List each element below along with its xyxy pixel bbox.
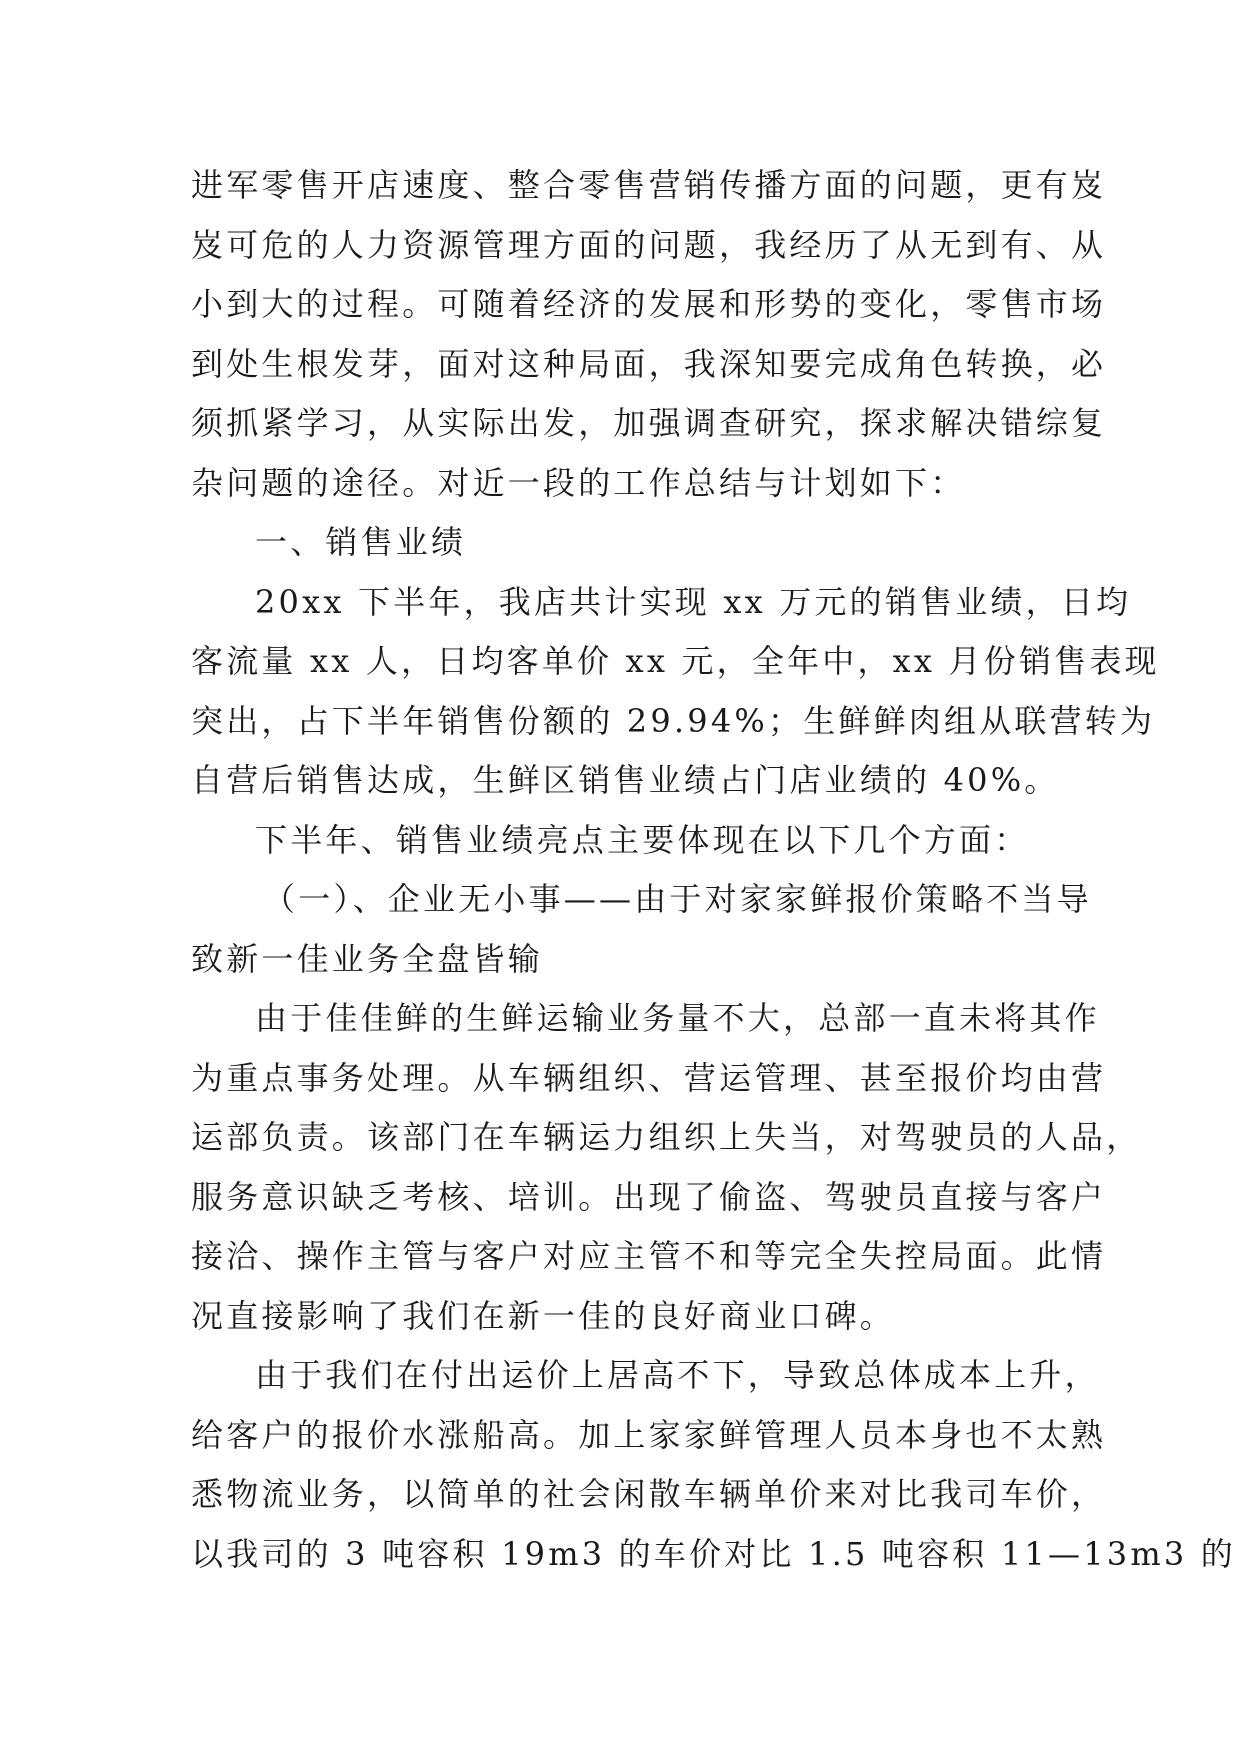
body-line: 须抓紧学习，从实际出发，加强调查研究，探求解决错综复 bbox=[191, 404, 1107, 442]
body-line: 由于佳佳鲜的生鲜运输业务量不大，总部一直未将其作 bbox=[255, 999, 1100, 1037]
body-line: 以我司的 3 吨容积 19m3 的车价对比 1.5 吨容积 11—13m3 的 bbox=[191, 1534, 1236, 1573]
body-line: 客流量 xx 人，日均客单价 xx 元，全年中，xx 月份销售表现 bbox=[191, 642, 1160, 680]
body-line: 突出，占下半年销售份额的 29.94%；生鲜鲜肉组从联营转为 bbox=[191, 701, 1156, 740]
body-line: 为重点事务处理。从车辆组织、营运管理、甚至报价均由营 bbox=[191, 1058, 1107, 1097]
body-line: 进军零售开店速度、整合零售营销传播方面的问题，更有岌 bbox=[191, 166, 1107, 204]
subsection-heading-continued: 致新一佳业务全盘皆输 bbox=[191, 939, 544, 978]
section-heading: 一、销售业绩 bbox=[255, 523, 467, 561]
body-line: 杂问题的途径。对近一段的工作总结与计划如下： bbox=[191, 463, 966, 502]
body-line: 到处生根发芽，面对这种局面，我深知要完成角色转换，必 bbox=[191, 344, 1107, 383]
subsection-heading: （一）、企业无小事——由于对家家鲜报价策略不当导 bbox=[263, 880, 1092, 918]
body-line: 小到大的过程。可随着经济的发展和形势的变化，零售市场 bbox=[191, 285, 1107, 323]
body-line: 自营后销售达成，生鲜区销售业绩占门店业绩的 40%。 bbox=[191, 761, 1060, 799]
body-line: 接洽、操作主管与客户对应主管不和等完全失控局面。此情 bbox=[191, 1237, 1107, 1275]
body-line: 下半年、销售业绩亮点主要体现在以下几个方面： bbox=[255, 820, 1030, 859]
body-line: 服务意识缺乏考核、培训。出现了偷盗、驾驶员直接与客户 bbox=[191, 1177, 1107, 1216]
body-line: 运部负责。该部门在车辆运力组织上失当，对驾驶员的人品， bbox=[191, 1118, 1142, 1156]
body-line: 给客户的报价水涨船高。加上家家鲜管理人员本身也不太熟 bbox=[191, 1415, 1107, 1454]
body-line: 岌可危的人力资源管理方面的问题，我经历了从无到有、从 bbox=[191, 225, 1107, 264]
body-line: 况直接影响了我们在新一佳的良好商业口碑。 bbox=[191, 1296, 896, 1335]
body-line: 20xx 下半年，我店共计实现 xx 万元的销售业绩，日均 bbox=[255, 582, 1132, 621]
body-line: 悉物流业务，以简单的社会闲散车辆单价来对比我司车价， bbox=[191, 1475, 1107, 1513]
body-line: 由于我们在付出运价上居高不下，导致总体成本上升， bbox=[255, 1356, 1100, 1394]
document-body bbox=[191, 156, 1236, 1584]
